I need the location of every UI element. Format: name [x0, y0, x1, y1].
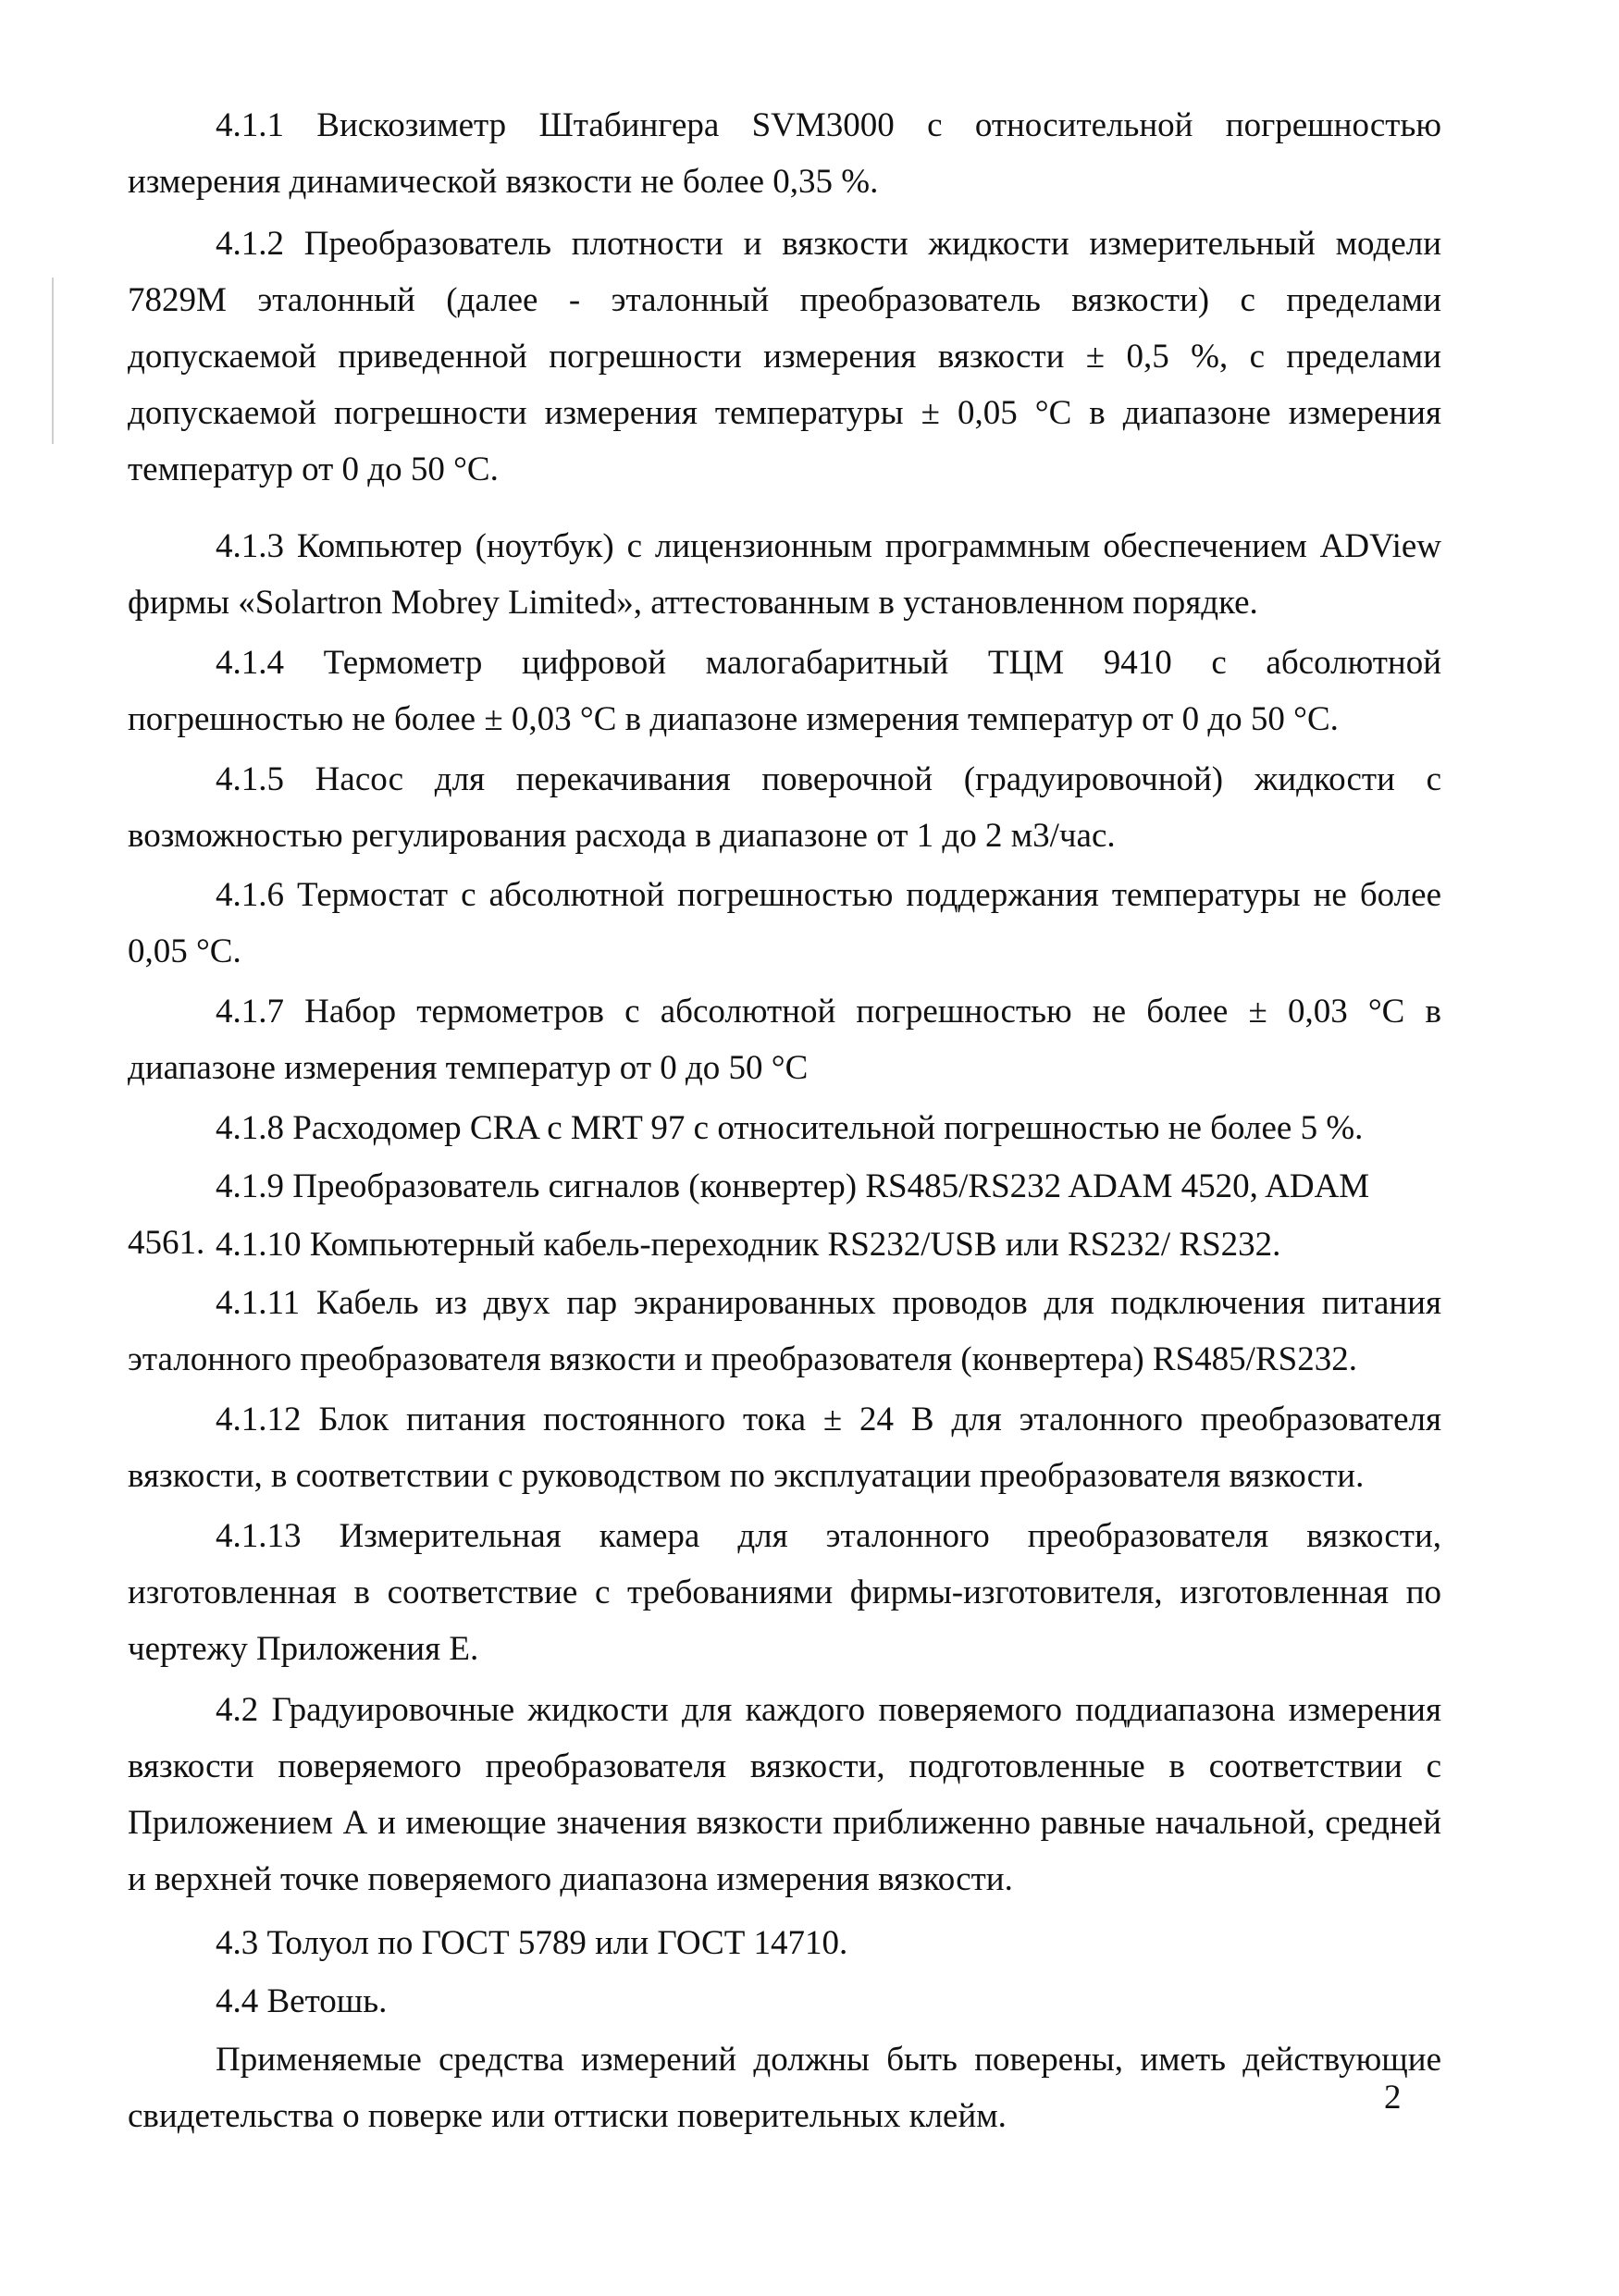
- paragraph-4-1-2: 4.1.2 Преобразователь плотности и вязкости жидкости измерительный модели 7829М эталонный (далее - эталонный преобразователь вязкости) с пределами допускаемой приведенной погрешности измерения вязкости ± 0,5 %, с пределами допускаемой погрешности измерения температуры ± 0,05 °С в диапазоне измерения температур от 0 до 50 °С.: [128, 225, 1441, 488]
- paragraph-4-3: 4.3 Толуол по ГОСТ 5789 или ГОСТ 14710.: [216, 1924, 848, 1962]
- paragraph-4-1-11: 4.1.11 Кабель из двух пар экранированных проводов для подключения питания эталонного преобразователя вязкости и преобразователя (конвертера) RS485/RS232.: [128, 1284, 1441, 1378]
- paragraph-4-1-9: 4.1.9 Преобразователь сигналов (конвертер) RS485/RS232 ADAM 4520, ADAM 4561.: [128, 1167, 1370, 1262]
- paragraph-4-1-8: 4.1.8 Расходомер CRA с MRT 97 с относительной погрешностью не более 5 %.: [216, 1109, 1364, 1147]
- paragraph-4-1-13: 4.1.13 Измерительная камера для эталонного преобразователя вязкости, изготовленная в соответствие с требованиями фирмы-изготовителя, изготовленная по чертежу Приложения Е.: [128, 1517, 1441, 1668]
- paragraph-4-4: 4.4 Ветошь.: [216, 1982, 388, 2020]
- paragraph-note: Применяемые средства измерений должны быть поверены, иметь действующие свидетельства о поверке или оттиски поверительных клейм.: [128, 2041, 1441, 2135]
- paragraph-4-1-12: 4.1.12 Блок питания постоянного тока ± 24 В для эталонного преобразователя вязкости, в соответствии с руководством по эксплуатации преобразователя вязкости.: [128, 1401, 1441, 1495]
- paragraph-4-1-3: 4.1.3 Компьютер (ноутбук) с лицензионным программным обеспечением ADView фирмы «Solartron Mobrey Limited», аттестованным в установленном порядке.: [128, 527, 1441, 622]
- paragraph-4-1-4: 4.1.4 Термометр цифровой малогабаритный ТЦМ 9410 с абсолютной погрешностью не более ± 0,03 °С в диапазоне измерения температур от 0 до 50 °С.: [128, 644, 1441, 738]
- paragraph-4-1-1: 4.1.1 Вискозиметр Штабингера SVM3000 с относительной погрешностью измерения динамической вязкости не более 0,35 %.: [128, 106, 1441, 201]
- paragraph-4-1-7: 4.1.7 Набор термометров с абсолютной погрешностью не более ± 0,03 °С в диапазоне измерения температур от 0 до 50 °С: [128, 993, 1441, 1087]
- paragraph-4-1-5: 4.1.5 Насос для перекачивания поверочной (градуировочной) жидкости с возможностью регулирования расхода в диапазоне от 1 до 2 м3/час.: [128, 760, 1441, 855]
- paragraph-4-1-6: 4.1.6 Термостат с абсолютной погрешностью поддержания температуры не более 0,05 °С.: [128, 876, 1441, 970]
- paragraph-4-1-10: 4.1.10 Компьютерный кабель-переходник RS232/USB или RS232/ RS232.: [216, 1226, 1281, 1264]
- paragraph-4-2: 4.2 Градуировочные жидкости для каждого поверяемого поддиапазона измерения вязкости поверяемого преобразователя вязкости, подготовленные в соответствии с Приложением А и имеющие значения вязкости приближенно равные начальной, средней и верхней точке поверяемого диапазона измерения вязкости.: [128, 1691, 1441, 1898]
- page-number: 2: [1384, 2079, 1402, 2117]
- scan-margin-line: [52, 278, 54, 444]
